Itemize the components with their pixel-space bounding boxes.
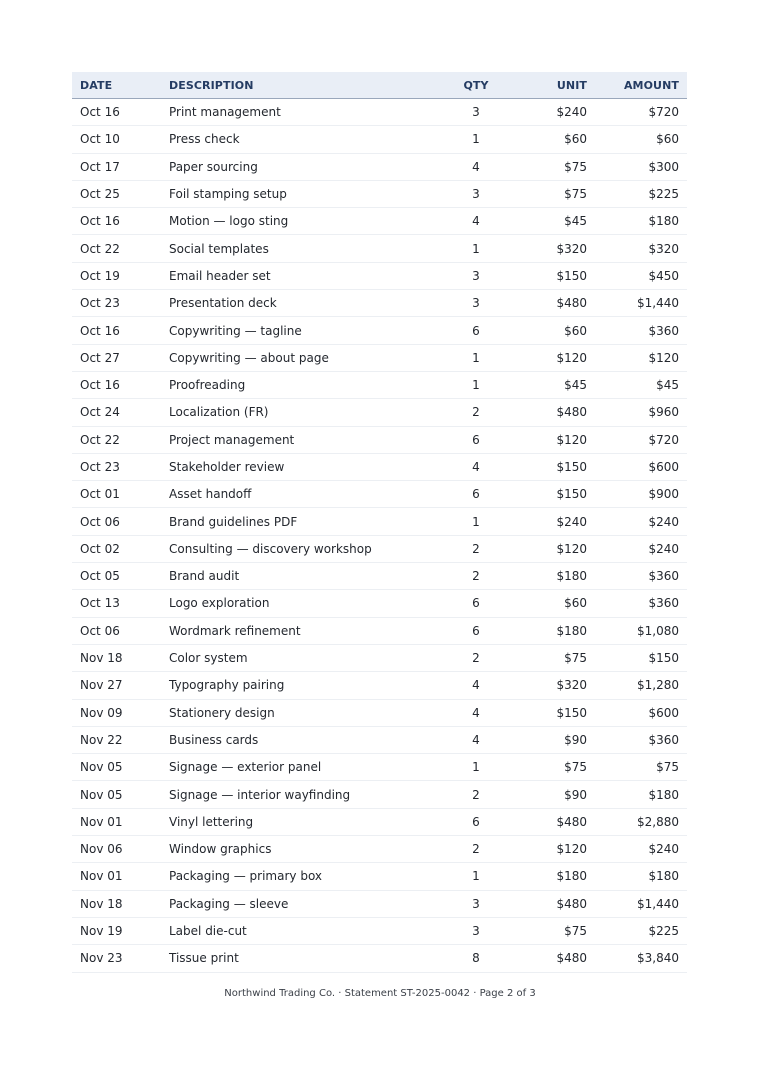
cell-amount: $600: [595, 699, 687, 726]
cell-amount: $1,080: [595, 617, 687, 644]
cell-qty: 4: [443, 153, 509, 180]
cell-unit: $75: [509, 754, 595, 781]
table-row: [72, 726, 687, 753]
cell-amount: $180: [595, 863, 687, 890]
cell-description: Packaging — primary box: [161, 863, 443, 890]
cell-amount: $180: [595, 208, 687, 235]
table-row: [72, 644, 687, 671]
cell-qty: 4: [443, 208, 509, 235]
cell-qty: 1: [443, 344, 509, 371]
cell-unit: $480: [509, 808, 595, 835]
cell-date: Oct 23: [72, 290, 161, 317]
cell-description: Asset handoff: [161, 481, 443, 508]
cell-qty: 3: [443, 180, 509, 207]
cell-amount: $225: [595, 180, 687, 207]
cell-date: Nov 23: [72, 945, 161, 972]
cell-unit: $180: [509, 863, 595, 890]
cell-date: Nov 01: [72, 808, 161, 835]
page-footer: Northwind Trading Co. · Statement ST-2025-0042 · Page 2 of 3: [224, 988, 536, 999]
cell-description: Brand guidelines PDF: [161, 508, 443, 535]
cell-description: Logo exploration: [161, 590, 443, 617]
cell-qty: 1: [443, 863, 509, 890]
table-row: [72, 754, 687, 781]
cell-unit: $60: [509, 317, 595, 344]
cell-unit: $120: [509, 535, 595, 562]
cell-unit: $120: [509, 836, 595, 863]
table-row: [72, 99, 687, 126]
cell-date: Nov 22: [72, 726, 161, 753]
cell-qty: 2: [443, 836, 509, 863]
table-row: [72, 699, 687, 726]
cell-qty: 4: [443, 672, 509, 699]
cell-unit: $75: [509, 180, 595, 207]
cell-date: Oct 16: [72, 99, 161, 126]
cell-amount: $300: [595, 153, 687, 180]
cell-qty: 4: [443, 699, 509, 726]
cell-description: Presentation deck: [161, 290, 443, 317]
cell-date: Oct 16: [72, 317, 161, 344]
cell-qty: 6: [443, 808, 509, 835]
cell-unit: $480: [509, 290, 595, 317]
cell-unit: $240: [509, 508, 595, 535]
cell-qty: 6: [443, 590, 509, 617]
cell-qty: 4: [443, 453, 509, 480]
cell-date: Oct 22: [72, 426, 161, 453]
table-row: [72, 890, 687, 917]
cell-amount: $120: [595, 344, 687, 371]
cell-qty: 2: [443, 399, 509, 426]
table-row: [72, 836, 687, 863]
cell-amount: $1,440: [595, 290, 687, 317]
cell-unit: $120: [509, 426, 595, 453]
cell-date: Nov 05: [72, 781, 161, 808]
table-row: [72, 180, 687, 207]
cell-unit: $480: [509, 945, 595, 972]
cell-amount: $720: [595, 426, 687, 453]
cell-qty: 8: [443, 945, 509, 972]
cell-unit: $480: [509, 890, 595, 917]
cell-qty: 2: [443, 535, 509, 562]
cell-amount: $360: [595, 726, 687, 753]
table-row: [72, 208, 687, 235]
cell-unit: $90: [509, 726, 595, 753]
table-row: [72, 863, 687, 890]
table-row: [72, 672, 687, 699]
cell-amount: $60: [595, 126, 687, 153]
line-items-table: [72, 72, 687, 973]
table-row: [72, 917, 687, 944]
table-row: [72, 563, 687, 590]
cell-qty: 2: [443, 781, 509, 808]
table-row: [72, 235, 687, 262]
table-row: [72, 453, 687, 480]
cell-date: Nov 27: [72, 672, 161, 699]
cell-description: Label die-cut: [161, 917, 443, 944]
cell-description: Wordmark refinement: [161, 617, 443, 644]
cell-date: Nov 01: [72, 863, 161, 890]
cell-description: Packaging — sleeve: [161, 890, 443, 917]
cell-amount: $180: [595, 781, 687, 808]
cell-date: Oct 19: [72, 262, 161, 289]
cell-amount: $2,880: [595, 808, 687, 835]
cell-description: Localization (FR): [161, 399, 443, 426]
cell-amount: $3,840: [595, 945, 687, 972]
cell-description: Color system: [161, 644, 443, 671]
column-header-description: DESCRIPTION: [161, 72, 443, 99]
table-row: [72, 481, 687, 508]
cell-unit: $45: [509, 208, 595, 235]
cell-unit: $180: [509, 617, 595, 644]
cell-date: Oct 16: [72, 208, 161, 235]
column-header-unit: UNIT: [509, 72, 595, 99]
cell-qty: 1: [443, 754, 509, 781]
column-header-date: DATE: [72, 72, 161, 99]
cell-amount: $960: [595, 399, 687, 426]
cell-description: Stationery design: [161, 699, 443, 726]
table-row: [72, 781, 687, 808]
cell-qty: 6: [443, 317, 509, 344]
table-header: [72, 72, 687, 99]
cell-date: Oct 27: [72, 344, 161, 371]
cell-amount: $720: [595, 99, 687, 126]
column-header-qty: QTY: [443, 72, 509, 99]
cell-unit: $45: [509, 371, 595, 398]
cell-unit: $75: [509, 153, 595, 180]
cell-date: Oct 22: [72, 235, 161, 262]
cell-qty: 1: [443, 126, 509, 153]
table-row: [72, 344, 687, 371]
cell-amount: $360: [595, 563, 687, 590]
table-body: [72, 99, 687, 973]
cell-qty: 4: [443, 726, 509, 753]
cell-description: Email header set: [161, 262, 443, 289]
cell-qty: 6: [443, 617, 509, 644]
cell-date: Oct 06: [72, 617, 161, 644]
cell-date: Oct 24: [72, 399, 161, 426]
cell-date: Oct 25: [72, 180, 161, 207]
cell-unit: $150: [509, 481, 595, 508]
table-row: [72, 262, 687, 289]
cell-qty: 1: [443, 508, 509, 535]
cell-amount: $225: [595, 917, 687, 944]
cell-description: Social templates: [161, 235, 443, 262]
cell-unit: $90: [509, 781, 595, 808]
cell-amount: $900: [595, 481, 687, 508]
cell-date: Oct 06: [72, 508, 161, 535]
table-row: [72, 317, 687, 344]
cell-unit: $150: [509, 262, 595, 289]
table-row: [72, 290, 687, 317]
cell-date: Nov 19: [72, 917, 161, 944]
cell-amount: $240: [595, 535, 687, 562]
cell-description: Tissue print: [161, 945, 443, 972]
cell-unit: $75: [509, 917, 595, 944]
cell-qty: 3: [443, 99, 509, 126]
table-row: [72, 617, 687, 644]
cell-unit: $120: [509, 344, 595, 371]
cell-description: Window graphics: [161, 836, 443, 863]
cell-description: Foil stamping setup: [161, 180, 443, 207]
column-header-amount: AMOUNT: [595, 72, 687, 99]
cell-qty: 6: [443, 426, 509, 453]
cell-date: Nov 18: [72, 644, 161, 671]
cell-unit: $75: [509, 644, 595, 671]
cell-description: Vinyl lettering: [161, 808, 443, 835]
cell-amount: $320: [595, 235, 687, 262]
table-row: [72, 126, 687, 153]
table-row: [72, 808, 687, 835]
cell-description: Business cards: [161, 726, 443, 753]
cell-description: Project management: [161, 426, 443, 453]
cell-date: Nov 18: [72, 890, 161, 917]
cell-amount: $240: [595, 836, 687, 863]
cell-unit: $480: [509, 399, 595, 426]
table-row: [72, 508, 687, 535]
cell-amount: $600: [595, 453, 687, 480]
cell-unit: $240: [509, 99, 595, 126]
table-row: [72, 426, 687, 453]
cell-date: Oct 13: [72, 590, 161, 617]
cell-date: Oct 02: [72, 535, 161, 562]
cell-date: Oct 17: [72, 153, 161, 180]
table-row: [72, 535, 687, 562]
cell-qty: 1: [443, 371, 509, 398]
cell-qty: 3: [443, 290, 509, 317]
cell-description: Paper sourcing: [161, 153, 443, 180]
cell-unit: $150: [509, 453, 595, 480]
cell-amount: $240: [595, 508, 687, 535]
cell-description: Copywriting — about page: [161, 344, 443, 371]
cell-unit: $320: [509, 672, 595, 699]
cell-date: Nov 05: [72, 754, 161, 781]
cell-unit: $150: [509, 699, 595, 726]
cell-description: Copywriting — tagline: [161, 317, 443, 344]
cell-unit: $60: [509, 590, 595, 617]
cell-unit: $60: [509, 126, 595, 153]
table-row: [72, 153, 687, 180]
cell-date: Oct 23: [72, 453, 161, 480]
cell-qty: 3: [443, 262, 509, 289]
cell-amount: $450: [595, 262, 687, 289]
cell-description: Signage — interior wayfinding: [161, 781, 443, 808]
cell-date: Oct 16: [72, 371, 161, 398]
cell-description: Brand audit: [161, 563, 443, 590]
cell-unit: $320: [509, 235, 595, 262]
cell-date: Oct 01: [72, 481, 161, 508]
cell-amount: $360: [595, 317, 687, 344]
cell-description: Print management: [161, 99, 443, 126]
table-row: [72, 590, 687, 617]
cell-qty: 1: [443, 235, 509, 262]
table-row: [72, 371, 687, 398]
cell-amount: $75: [595, 754, 687, 781]
cell-description: Motion — logo sting: [161, 208, 443, 235]
cell-description: Signage — exterior panel: [161, 754, 443, 781]
cell-date: Nov 06: [72, 836, 161, 863]
cell-amount: $45: [595, 371, 687, 398]
cell-unit: $180: [509, 563, 595, 590]
cell-qty: 3: [443, 890, 509, 917]
table-row: [72, 399, 687, 426]
cell-description: Proofreading: [161, 371, 443, 398]
cell-date: Oct 05: [72, 563, 161, 590]
cell-date: Nov 09: [72, 699, 161, 726]
cell-amount: $1,280: [595, 672, 687, 699]
cell-description: Consulting — discovery workshop: [161, 535, 443, 562]
cell-qty: 2: [443, 563, 509, 590]
cell-qty: 3: [443, 917, 509, 944]
cell-description: Typography pairing: [161, 672, 443, 699]
cell-date: Oct 10: [72, 126, 161, 153]
cell-description: Press check: [161, 126, 443, 153]
cell-description: Stakeholder review: [161, 453, 443, 480]
header-row: [72, 72, 687, 99]
cell-amount: $1,440: [595, 890, 687, 917]
cell-qty: 2: [443, 644, 509, 671]
table-row: [72, 945, 687, 972]
cell-amount: $360: [595, 590, 687, 617]
cell-amount: $150: [595, 644, 687, 671]
cell-qty: 6: [443, 481, 509, 508]
